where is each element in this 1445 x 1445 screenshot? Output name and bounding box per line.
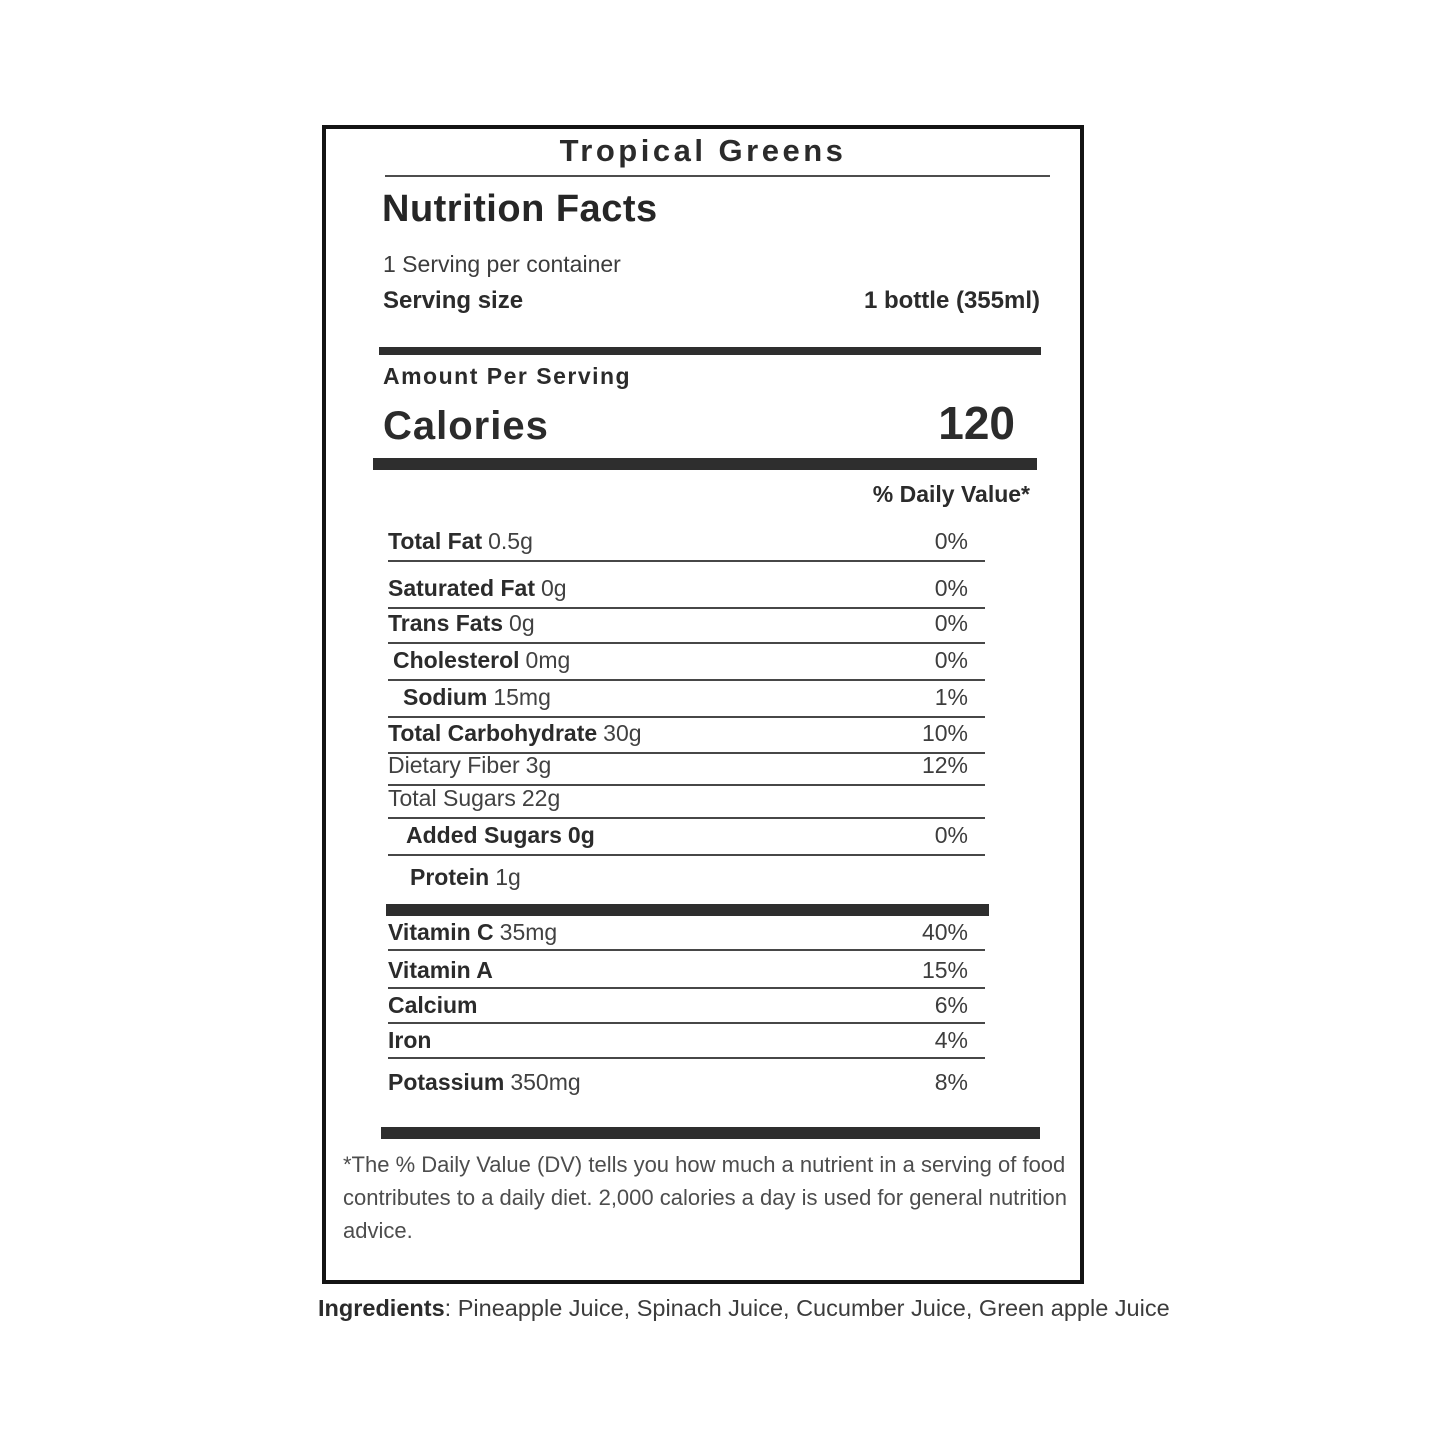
nutrient-dv: 0% <box>934 528 968 554</box>
nutrient-dv: 0% <box>934 610 968 636</box>
nutrient-amount: 15mg <box>493 684 551 710</box>
servings-per-container: 1 Serving per container <box>383 251 621 277</box>
serving-size-row <box>383 287 1040 316</box>
calories-label: Calories <box>383 404 549 448</box>
micronutrient-row-potassium <box>388 1059 985 1099</box>
ingredients-label: Ingredients <box>318 1295 445 1321</box>
nutrient-name: Trans Fats <box>388 610 504 636</box>
serving-size-label: Serving size <box>383 287 524 314</box>
nutrient-amount: 0g <box>540 575 567 601</box>
separator-bar-thick-3 <box>386 904 989 916</box>
daily-value-header: % Daily Value* <box>872 481 1030 507</box>
nutrient-row-trans-fats <box>388 609 985 644</box>
nutrient-name: Added Sugars <box>406 822 562 848</box>
separator-bar-thick-2 <box>373 458 1037 470</box>
nutrient-name: Total Carbohydrate <box>388 720 598 746</box>
nutrient-name: Vitamin C <box>388 919 494 945</box>
nutrient-amount: 350mg <box>510 1069 581 1095</box>
micronutrient-row-calcium <box>388 989 985 1024</box>
nutrient-name: Calcium <box>388 992 478 1018</box>
nutrient-dv: 10% <box>921 720 968 746</box>
calories-value: 120 <box>938 397 1015 449</box>
nutrient-amount: 3g <box>525 752 552 778</box>
nutrient-amount: 35mg <box>499 919 558 945</box>
nutrient-name: Protein <box>410 864 490 890</box>
nutrient-name: Sodium <box>403 684 488 710</box>
serving-size-value: 1 bottle (355ml) <box>863 287 1040 314</box>
title-underline <box>385 175 1050 177</box>
nutrition-label-panel <box>322 125 1084 1284</box>
nutrient-row-added-sugars <box>388 819 985 856</box>
micronutrient-table <box>388 916 985 1099</box>
amount-per-serving-label: Amount Per Serving <box>383 363 632 389</box>
nutrient-dv: 1% <box>934 684 968 710</box>
nutrient-dv: 0% <box>934 647 968 673</box>
nutrient-row-cholesterol <box>388 644 985 681</box>
micronutrient-row-vitamin-c <box>388 916 985 951</box>
nutrient-name: Iron <box>388 1027 432 1053</box>
nutrition-facts-heading: Nutrition Facts <box>382 188 658 230</box>
ingredients-value: : Pineapple Juice, Spinach Juice, Cucumber Juice, Green apple Juice <box>444 1295 1170 1321</box>
nutrient-amount: 0.5g <box>488 528 533 554</box>
nutrient-amount: 0g <box>509 610 535 636</box>
nutrient-row-dietary-fiber <box>388 754 985 786</box>
nutrient-row-total-carbohydrate <box>388 718 985 754</box>
nutrient-dv: 40% <box>921 919 968 945</box>
nutrient-row-protein <box>388 856 985 896</box>
nutrient-dv: 4% <box>934 1027 968 1053</box>
nutrient-name: Total Sugars <box>388 785 516 811</box>
nutrient-row-saturated-fat <box>388 562 985 609</box>
nutrient-name: Potassium <box>388 1069 505 1095</box>
micronutrient-row-iron <box>388 1024 985 1059</box>
nutrient-row-total-sugars <box>388 786 985 819</box>
nutrient-dv: 15% <box>921 957 968 983</box>
nutrient-name: Total Fat <box>388 528 483 554</box>
nutrient-row-total-fat <box>388 520 985 562</box>
nutrient-dv: 6% <box>934 992 968 1018</box>
nutrient-name: Dietary Fiber <box>388 752 520 778</box>
nutrient-name: Cholesterol <box>393 647 520 673</box>
nutrient-name: Saturated Fat <box>388 575 535 601</box>
nutrient-dv: 12% <box>921 752 968 778</box>
nutrient-dv: 0% <box>934 575 968 601</box>
micronutrient-row-vitamin-a <box>388 951 985 989</box>
product-title: Tropical Greens <box>559 133 847 168</box>
nutrient-amount: 0mg <box>525 647 571 673</box>
nutrient-dv: 8% <box>934 1069 968 1095</box>
nutrient-amount: 1g <box>495 864 521 890</box>
daily-value-footnote: *The % Daily Value (DV) tells you how much a nutrient in a serving of food contributes to a daily diet. 2,000 calories a day is used for general nutrition advice. <box>343 1152 1067 1243</box>
calories-row <box>383 397 1015 450</box>
nutrient-amount: 22g <box>521 785 561 811</box>
nutrient-amount: 30g <box>603 720 642 746</box>
separator-bar-thick-4 <box>381 1127 1040 1139</box>
nutrient-name: Vitamin A <box>388 957 493 983</box>
nutrient-amount: 0g <box>567 822 595 848</box>
nutrient-row-sodium <box>388 681 985 718</box>
separator-bar-thick-1 <box>379 347 1041 355</box>
nutrient-dv: 0% <box>934 822 968 848</box>
nutrient-table <box>388 520 985 896</box>
ingredients-line <box>318 1293 1170 1324</box>
